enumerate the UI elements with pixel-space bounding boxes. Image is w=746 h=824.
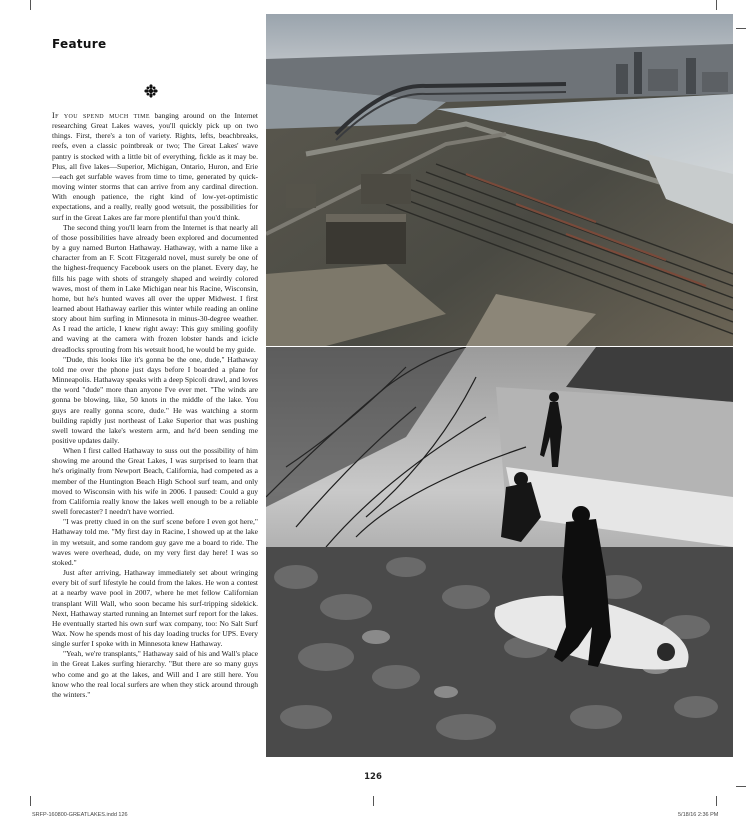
crop-mark-top-left [30, 0, 31, 10]
crop-mark-bottom-right [716, 796, 717, 806]
article-paragraph-7: "Yeah, we're transplants," Hathaway said of his and Wall's place in the Great Lakes surfing hierarchy. "But there are so many guys who come and go at the lakes, and Will and I are still here. You know who the real local surfers are when they stick around through the winters." [52, 649, 258, 699]
city-bridge-photo [266, 14, 733, 346]
article-paragraph-4: When I first called Hathaway to suss out the possibility of him showing me around the Great Lakes, I was surprised to learn that he's originally from Newport Beach, California, had competed as a member of the Huntington Beach High School surf team, and only moved to Wisconsin with his wife in 2006. I paused: Could a guy from California really know the lakes well enough to be a reliable swell forecaster? I needn't have worried. [52, 446, 258, 517]
surfers-rocky-shore-photo [266, 347, 733, 757]
date-slug: 5/18/16 2:36 PM [678, 812, 719, 818]
paragraph-text: banging around on the Internet researching Great Lakes waves, you'll quickly pick up on two things. First, there's a ton of variety. Rights, lefts, beachbreaks, reefs, even a classic pointbreak or two; The Great Lakes' wave pantry is stocked with a little bit of everything, fickle as it may be. Plus, all five lakes—Superior, Michigan, Ontario, Huron, and Erie—each get surfable waves from time to time, generated by quick-moving winter storms that can arrive from any cardinal direction. With enough patience, the right kind of low-yet-optimistic expectations, and a really, really good wetsuit, the possibilities for surf in the Great Lakes are far more plentiful than you'd think. [52, 111, 258, 222]
crop-mark-right-bottom [736, 786, 746, 787]
article-paragraph-6: Just after arriving, Hathaway immediately set about wringing every bit of surf lifestyle he could from the lakes. He won a contest at a nearby wave pool in 2007, where he met fellow Californian transplant Will Wall, who soon became his surf-tripping sidekick. Next, Hathaway started running an Internet surf report for the lakes. He eventually started his own surf wax company, too: No Salt Surf Wax. Now he spends most of his day loading trucks for UPS. Every single surfer I spoke with in Minnesota knew Hathaway. [52, 568, 258, 649]
lead-in: If you spend much time [52, 111, 150, 120]
section-label: Feature [52, 37, 107, 51]
crop-mark-bottom-mid [373, 796, 374, 806]
crop-mark-bottom-left [30, 796, 31, 806]
ornament-icon [144, 84, 158, 98]
article-paragraph-5: "I was pretty clued in on the surf scene before I even got here," Hathaway told me. "My first day in Racine, I showed up at the lake in my wetsuit, and some random guy gave me a board to ride. The waves were overhead, dude, on my very first day here! I was so stoked." [52, 517, 258, 567]
article-paragraph-1 [52, 111, 258, 223]
crop-mark-top-right [716, 0, 717, 10]
article-paragraph-3: "Dude, this looks like it's gonna be the one, dude," Hathaway told me over the phone just days before I boarded a plane for Minneapolis. Hathaway speaks with a deep Spicoli drawl, and loves the word "dude" more than anyone I've ever met. "The winds are gonna be blowing, like, 50 knots in the middle of the lake. You guys are really gonna score, dude." He was watching a storm building rapidly just northeast of Lake Superior that was pushing swell toward the lake's western arm, and he'd been sending me positive updates daily. [52, 354, 258, 445]
crop-mark-right-top [736, 28, 746, 29]
file-slug: SRFP-160800-GREATLAKES.indd 126 [32, 812, 128, 818]
page-number: 126 [364, 772, 382, 782]
article-body [52, 111, 258, 700]
article-paragraph-2: The second thing you'll learn from the Internet is that nearly all of those possibilities have already been explored and documented by a guy named Burton Hathaway. Hathaway, with a name like a character from an F. Scott Fitzgerald novel, must surely be one of the highest-frequency Facebook users on the planet. Every day, he fills his page with shots of strangely shaped and weirdly colored waves, most of them in Lake Michigan near his Racine, Wisconsin, home, but he's hunted waves all over the upper Midwest. I first learned about Hathaway earlier this winter while reading an online story about him surfing in Minnesota in minus-30-degree weather. As I read the article, I knew right away: This guy smiling goofily and waving at the camera with frozen lobster hands and icicle dreadlocks sprouting from his wetsuit hood, he would be my guide. [52, 222, 258, 354]
